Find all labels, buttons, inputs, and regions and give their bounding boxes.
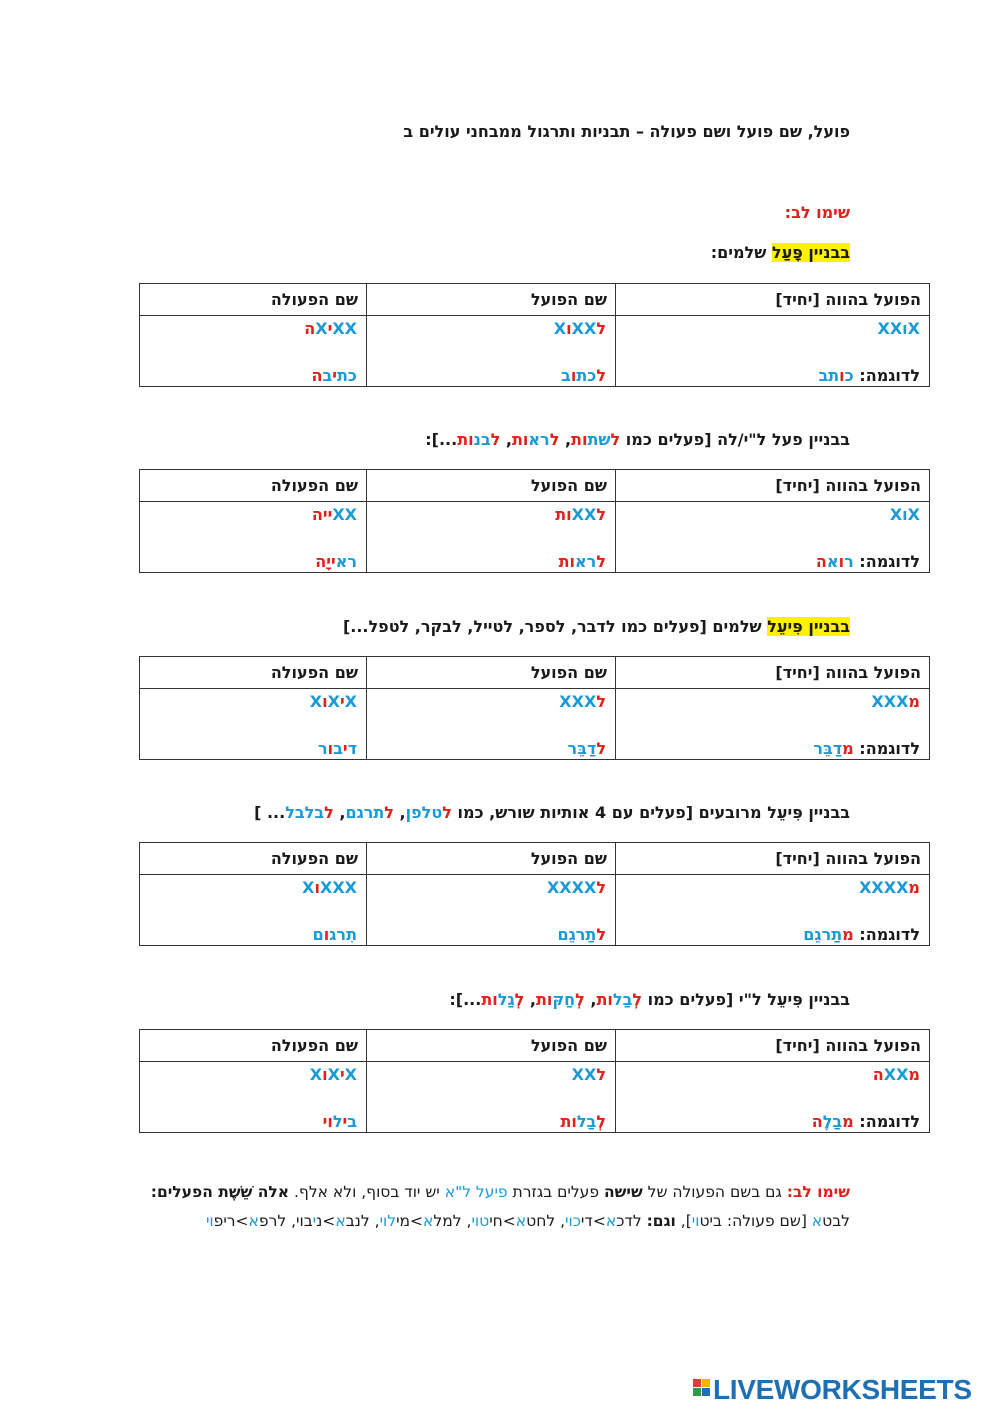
text-run: ל	[596, 319, 606, 338]
text-run: בבניין פָּעַל	[771, 243, 850, 262]
present-example-word	[816, 552, 854, 571]
text-run: , לחט	[526, 1212, 565, 1230]
text-run: [שם פעולה: ביט	[699, 1212, 812, 1230]
text-run: >נ	[316, 1212, 336, 1230]
text-run: ל	[549, 430, 560, 449]
text-run: שלמים [פעלים כמו לדבר, לספר, לטייל, לבקר, לטפל...]	[342, 617, 768, 636]
text-run: XXXX	[859, 878, 909, 897]
text-run: XוX	[877, 319, 920, 338]
text-run: ו	[838, 552, 845, 571]
text-run: לְ	[632, 990, 643, 1009]
noun-example	[318, 739, 357, 758]
text-run: י	[339, 1065, 345, 1084]
text-run: ... ]	[254, 803, 286, 822]
example-label: לדוגמה:	[859, 366, 920, 385]
text-run: מ	[908, 878, 920, 897]
text-run: א	[515, 1212, 527, 1230]
text-run: י	[342, 1112, 348, 1131]
text-run: גַל	[497, 990, 515, 1009]
text-run: ...]:	[449, 990, 482, 1009]
pattern-table	[139, 469, 930, 573]
cell-noun	[140, 689, 367, 760]
logo-square	[702, 1388, 710, 1396]
text-run: ה	[811, 1112, 823, 1131]
text-run: ,	[524, 990, 536, 1009]
cell-noun	[140, 502, 367, 573]
noun-pattern	[310, 692, 357, 711]
text-run: א	[811, 1212, 823, 1230]
text-run: ה	[815, 552, 827, 571]
text-run: ,	[559, 430, 572, 449]
logo-square	[693, 1388, 701, 1396]
cell-infinitive	[367, 875, 616, 946]
example-label: לדוגמה:	[859, 739, 920, 758]
text-run: תִרג	[329, 925, 357, 944]
text-run: בלבל	[285, 803, 325, 822]
text-run: י	[322, 1112, 328, 1131]
text-run: ל	[596, 1065, 606, 1084]
text-run: ב	[322, 366, 333, 385]
text-run: >די	[580, 1212, 606, 1230]
infinitive-pattern	[554, 319, 606, 338]
text-run: , למל	[433, 1212, 472, 1230]
header-present: הפועל בהווה [יחיד]	[616, 284, 930, 316]
text-run: כת	[337, 366, 357, 385]
header-infinitive: שם הפועל	[367, 284, 616, 316]
text-run: X	[553, 319, 567, 338]
text-run: X	[344, 692, 357, 711]
cell-infinitive	[367, 689, 616, 760]
cell-infinitive	[367, 316, 616, 387]
note-paragraph	[150, 1178, 850, 1236]
text-run: ות	[481, 990, 498, 1009]
cell-infinitive	[367, 1062, 616, 1133]
text-run: X	[309, 692, 323, 711]
text-run: X	[889, 319, 903, 338]
header-infinitive: שם הפועל	[367, 843, 616, 875]
pattern-table	[139, 283, 930, 387]
text-run: ל	[332, 1112, 343, 1131]
text-run: ייָה	[315, 552, 336, 571]
text-run: ,	[584, 990, 597, 1009]
text-run: בבניין פעל ל"י/לה [פעלים כמו	[620, 430, 850, 449]
cell-infinitive	[367, 502, 616, 573]
text-run: י	[312, 1212, 317, 1230]
text-run: XXXX	[546, 878, 597, 897]
text-run: >חי	[489, 1212, 516, 1230]
text-run: פעלים בגזרת	[507, 1183, 604, 1201]
noun-pattern	[312, 505, 357, 524]
text-run: בנ	[473, 430, 491, 449]
text-run: ,	[333, 803, 346, 822]
section-heading	[130, 617, 850, 636]
header-noun: שם הפעולה	[140, 657, 367, 689]
present-example	[818, 366, 920, 385]
text-run: פיעל ל"א	[444, 1183, 508, 1201]
example-label: לדוגמה:	[859, 925, 920, 944]
text-run: ל	[610, 430, 621, 449]
text-run: X	[315, 319, 328, 338]
infinitive-pattern	[547, 878, 606, 897]
text-run: א	[248, 1212, 259, 1230]
text-run: ו	[327, 1112, 333, 1131]
present-example-word	[818, 366, 853, 385]
text-run: X	[327, 1065, 340, 1084]
text-run: ל	[596, 925, 606, 944]
text-run: תרגם	[345, 803, 385, 822]
infinitive-pattern	[559, 692, 606, 711]
section-heading	[130, 430, 850, 449]
text-run: XXX	[319, 878, 357, 897]
header-noun: שם הפעולה	[140, 284, 367, 316]
text-run: בבניין פִּיעֵל ל"י [פעלים כמו	[642, 990, 850, 1009]
cell-present	[616, 502, 930, 573]
noun-example	[323, 1112, 357, 1131]
text-run: ל	[596, 739, 606, 758]
text-run: ב	[561, 366, 571, 385]
text-run: ל	[596, 878, 606, 897]
logo-square	[702, 1379, 710, 1387]
text-run: ו	[314, 878, 320, 897]
text-run: ם	[312, 925, 324, 944]
text-run: ל	[596, 692, 606, 711]
logo-mark-icon	[693, 1377, 711, 1403]
noun-example	[313, 925, 357, 944]
text-run: וי	[205, 1212, 214, 1230]
header-present: הפועל בהווה [יחיד]	[616, 843, 930, 875]
text-run: XXX	[871, 692, 909, 711]
infinitive-example	[559, 552, 606, 571]
text-run: כ	[844, 366, 854, 385]
text-run: י	[339, 692, 345, 711]
text-run: X	[327, 692, 340, 711]
text-run: XX	[332, 505, 357, 524]
liveworksheets-logo	[693, 1375, 972, 1405]
section-heading	[130, 243, 850, 262]
present-pattern	[859, 878, 920, 897]
text-run: לְ	[596, 1112, 606, 1131]
present-example-word	[812, 1112, 854, 1131]
text-run: ה	[872, 1065, 884, 1084]
example-label: לדוגמה:	[859, 552, 920, 571]
text-run: בַלֶ	[822, 1112, 843, 1131]
text-run: מ	[842, 739, 854, 758]
text-run: , לנב	[345, 1212, 380, 1230]
text-run: ל	[442, 803, 452, 822]
text-run: חַקּ	[552, 990, 576, 1009]
text-run: ל	[596, 366, 606, 385]
text-run: רא	[528, 430, 550, 449]
section-heading	[130, 990, 850, 1009]
infinitive-example	[557, 925, 606, 944]
text-run: בוי	[296, 1212, 313, 1230]
text-run: ר	[317, 739, 328, 758]
text-run: מ	[842, 1112, 854, 1131]
header-present: הפועל בהווה [יחיד]	[616, 657, 930, 689]
text-run: ל	[384, 803, 394, 822]
example-label: לדוגמה:	[859, 1112, 920, 1131]
noun-example	[312, 366, 357, 385]
text-run: ד	[347, 739, 357, 758]
infinitive-example	[568, 739, 606, 758]
text-run: >ריפ	[213, 1212, 249, 1230]
text-run: X	[302, 878, 315, 897]
text-run: ב	[347, 1112, 357, 1131]
text-run: ו	[322, 1065, 328, 1084]
text-run: XXX	[559, 692, 597, 711]
text-run: ,	[393, 803, 406, 822]
text-run: תַרגֵם	[803, 925, 843, 944]
text-run: בַל	[576, 1112, 597, 1131]
text-run: ות	[555, 505, 572, 524]
pattern-table	[139, 842, 930, 946]
text-run: גם בשם הפעולה של	[642, 1183, 787, 1201]
text-run: ות	[558, 552, 576, 571]
infinitive-example	[560, 1112, 606, 1131]
text-run: XוX	[889, 505, 920, 524]
text-run: ל	[490, 430, 501, 449]
noun-pattern	[302, 878, 357, 897]
text-run: לוי	[379, 1212, 397, 1230]
pattern-table	[139, 656, 930, 760]
present-example-word	[813, 739, 853, 758]
noun-example	[315, 552, 357, 571]
text-run: לדכ	[616, 1212, 647, 1230]
text-run: XX	[332, 319, 357, 338]
header-noun: שם הפעולה	[140, 470, 367, 502]
present-example	[803, 925, 920, 944]
text-run: דַבֵּר	[813, 739, 843, 758]
text-run: רא	[575, 552, 597, 571]
text-run: א	[826, 552, 839, 571]
text-run: XX	[883, 1065, 909, 1084]
cell-noun	[140, 875, 367, 946]
section-heading	[130, 803, 850, 822]
text-run: כוי	[565, 1212, 581, 1230]
text-run: ייה	[311, 505, 333, 524]
text-run: לבט	[822, 1212, 850, 1230]
noun-pattern	[310, 1065, 357, 1084]
text-run: XX	[571, 319, 597, 338]
text-run: אלה שֵׁשֶׁת הפעלים:	[150, 1183, 290, 1201]
pattern-table	[139, 1029, 930, 1133]
page-title: פועל, שם פועל ושם פעולה – תבניות ותרגול ממבחני עולים ב	[403, 122, 850, 141]
header-present: הפועל בהווה [יחיד]	[616, 470, 930, 502]
text-run: א	[605, 1212, 617, 1230]
text-run: XX	[571, 1065, 597, 1084]
text-run: שת	[587, 430, 611, 449]
text-run: ר	[844, 552, 854, 571]
noun-pattern	[304, 319, 357, 338]
text-run: >מי	[396, 1212, 424, 1230]
text-run: ו	[839, 366, 845, 385]
text-run: רא	[335, 552, 357, 571]
text-run: ו	[322, 692, 328, 711]
present-pattern	[877, 319, 920, 338]
text-run: ות	[457, 430, 474, 449]
text-run: וי	[691, 1212, 700, 1230]
text-run: טלפן	[405, 803, 443, 822]
present-example	[816, 552, 920, 571]
text-run: י	[327, 319, 333, 338]
header-infinitive: שם הפועל	[367, 470, 616, 502]
text-run: תב	[818, 366, 840, 385]
infinitive-pattern	[572, 1065, 606, 1084]
infinitive-example	[561, 366, 606, 385]
present-example-word	[803, 925, 853, 944]
text-run: י	[342, 739, 348, 758]
cell-noun	[140, 316, 367, 387]
text-run: בבניין פִּיעֵל מרובעים [פעלים עם 4 אותיות שורש, כמו	[451, 803, 850, 822]
header-noun: שם הפעולה	[140, 843, 367, 875]
text-run: וגם:	[646, 1212, 676, 1230]
text-run: X	[309, 1065, 323, 1084]
text-run: ות	[511, 430, 529, 449]
text-run: XX	[571, 505, 597, 524]
text-run: ו	[327, 739, 334, 758]
text-run: לְ	[514, 990, 525, 1009]
present-example	[812, 1112, 920, 1131]
text-run: יש יוד בסוף, ולא אלף.	[289, 1183, 445, 1201]
text-run: כת	[576, 366, 597, 385]
text-run: שימו לב:	[786, 1183, 850, 1201]
cell-present	[616, 316, 930, 387]
cell-noun	[140, 1062, 367, 1133]
text-run: ות	[535, 990, 553, 1009]
header-noun: שם הפעולה	[140, 1030, 367, 1062]
text-run: דַבֵּר	[567, 739, 597, 758]
text-run: ],	[675, 1212, 692, 1230]
header-infinitive: שם הפועל	[367, 1030, 616, 1062]
text-run: א	[335, 1212, 346, 1230]
text-run: ות	[571, 430, 588, 449]
text-run: טוי	[471, 1212, 490, 1230]
cell-present	[616, 689, 930, 760]
cell-present	[616, 1062, 930, 1133]
text-run: שישה	[603, 1183, 643, 1201]
text-run: ה	[311, 366, 323, 385]
present-pattern	[890, 505, 920, 524]
text-run: ות	[596, 990, 613, 1009]
text-run: מ	[908, 692, 920, 711]
text-run: בַל	[612, 990, 633, 1009]
text-run: ב	[333, 739, 343, 758]
text-run: ל	[596, 505, 606, 524]
header-infinitive: שם הפועל	[367, 657, 616, 689]
text-run: X	[344, 1065, 357, 1084]
text-run: א	[423, 1212, 434, 1230]
text-run: ו	[323, 925, 330, 944]
text-run: ו	[566, 319, 572, 338]
text-run: לְ	[575, 990, 585, 1009]
present-example	[813, 739, 920, 758]
logo-text: LIVEWORKSHEETS	[713, 1374, 972, 1405]
present-pattern	[873, 1065, 920, 1084]
text-run: ...]:	[425, 430, 458, 449]
text-run: בבניין פִּיעֵל	[767, 617, 850, 636]
infinitive-pattern	[555, 505, 606, 524]
text-run: שלמים:	[710, 243, 772, 262]
text-run: ות	[560, 1112, 577, 1131]
text-run: ו	[570, 366, 577, 385]
cell-present	[616, 875, 930, 946]
text-run: מ	[908, 1065, 920, 1084]
text-run: ל	[324, 803, 334, 822]
header-present: הפועל בהווה [יחיד]	[616, 1030, 930, 1062]
attention-label: שימו לב:	[784, 203, 850, 222]
present-pattern	[871, 692, 920, 711]
text-run: תַרגֵם	[557, 925, 597, 944]
text-run: ה	[304, 319, 316, 338]
text-run: ,	[500, 430, 512, 449]
text-run: , לרפ	[258, 1212, 297, 1230]
logo-square	[693, 1379, 701, 1387]
text-run: י	[332, 366, 337, 385]
text-run: ל	[596, 552, 606, 571]
text-run: מ	[842, 925, 854, 944]
